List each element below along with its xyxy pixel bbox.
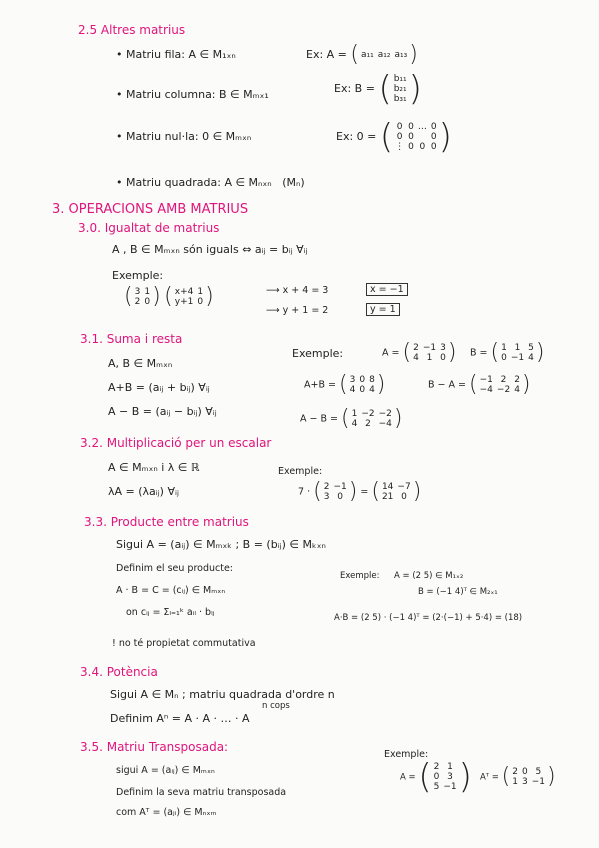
matrix-cell: 5 <box>535 767 542 777</box>
matrix-cell: −1 <box>531 777 545 787</box>
square-matrix-def: • Matriu quadrada: A ∈ Mₙₓₙ (Mₙ) <box>116 176 305 189</box>
equality-def: A , B ∈ Mₘₓₙ són iguals ⇔ aᵢⱼ = bᵢⱼ ∀ᵢⱼ <box>112 243 308 256</box>
matrix-cell: −4 <box>479 385 493 395</box>
matrix-cell: 2 <box>323 482 330 492</box>
matrix-cell: 2 <box>514 375 520 385</box>
matrix-cell: 0 <box>430 142 437 152</box>
matrix-cell: b₂₁ <box>393 84 407 94</box>
matrix-cell: 2 <box>512 767 518 777</box>
matrix-cell: 8 <box>369 375 375 385</box>
product-formula: A · B = C = (cᵢⱼ) ∈ Mₘₓₙ <box>116 585 226 596</box>
matrix-cell: 0 <box>359 385 366 395</box>
column-matrix-example: Ex: B = ( b₁₁ b₂₁ b₃₁ ) <box>334 69 422 109</box>
matrix-cell: 3 <box>521 777 528 787</box>
product-example-label: Exemple: <box>340 571 380 581</box>
sum-example-label: Exemple: <box>292 347 344 360</box>
matrix-cell: −2 <box>496 385 511 395</box>
matrix-cell: … <box>417 122 427 132</box>
section-3-2-title: 3.2. Multiplicació per un escalar <box>80 436 272 450</box>
product-example-B: B = (−1 4)ᵀ ∈ M₂ₓ₁ <box>418 587 498 597</box>
power-formula: Definim Aⁿ = A · A · … · A <box>110 712 250 725</box>
transpose-example-label: Exemple: <box>384 749 429 760</box>
section-3-1-title: 3.1. Suma i resta <box>80 332 183 346</box>
transpose-def: sigui A = (aᵢⱼ) ∈ Mₘₓₙ <box>116 765 215 776</box>
matrix-cell: 0 <box>359 375 366 385</box>
null-matrix-def: • Matriu nul·la: 0 ∈ Mₘₓₙ <box>116 130 252 143</box>
section-3-0-title: 3.0. Igualtat de matrius <box>78 221 220 235</box>
matrix-cell: 0 <box>144 297 151 307</box>
column-matrix-def: • Matriu columna: B ∈ Mₘₓ₁ <box>116 88 269 101</box>
matrix-cell: 4 <box>514 385 520 395</box>
section-2-5-title: 2.5 Altres matrius <box>78 23 186 37</box>
matrix-cell: 2 <box>500 375 507 385</box>
sum-matrix-BmA: B − A = ( −1 2 2 −4 −2 4 ) <box>428 372 531 397</box>
row-matrix-def: • Matriu fila: A ∈ M₁ₓₙ <box>116 48 236 61</box>
matrix-cell: 0 <box>396 122 403 132</box>
matrix-cell: y+1 <box>174 297 194 307</box>
transpose-line-3: com Aᵀ = (aⱼᵢ) ∈ Mₙₓₘ <box>116 807 217 818</box>
section-3-3-title: 3.3. Producte entre matrius <box>84 515 249 529</box>
matrix-cell: x+4 <box>174 287 194 297</box>
matrix-cell: 4 <box>413 353 419 363</box>
null-matrix-example: Ex: 0 = ( 0 0 … 0 0 0 0 ⋮ 0 0 0 ) <box>336 117 452 157</box>
matrix-cell: 2 <box>413 343 419 353</box>
matrix-cell: 21 <box>381 492 394 502</box>
matrix-cell: −2 <box>361 409 375 419</box>
matrix-cell: 14 <box>381 482 394 492</box>
section-3-title: 3. OPERACIONS AMB MATRIUS <box>52 202 249 217</box>
matrix-cell: b₃₁ <box>393 94 407 104</box>
matrix-cell: 5 <box>433 782 440 792</box>
matrix-cell <box>416 132 429 142</box>
product-example-A: A = (2 5) ∈ M₁ₓ₂ <box>394 571 464 581</box>
matrix-cell: 2 <box>433 762 440 772</box>
matrix-cell: 0 <box>440 353 446 363</box>
null-matrix: ( 0 0 … 0 0 0 0 ⋮ 0 0 0 ) <box>379 117 452 157</box>
matrix-cell: 4 <box>528 353 534 363</box>
matrix-cell: 0 <box>337 492 343 502</box>
transpose-line-2: Definim la seva matriu transposada <box>116 787 287 798</box>
matrix-cell: −7 <box>397 482 411 492</box>
product-warning: ! no té propietat commutativa <box>112 638 256 649</box>
scalar-example-label: Exemple: <box>278 466 323 477</box>
matrix-cell: 0 <box>401 492 407 502</box>
matrix-cell: 5 <box>528 343 534 353</box>
equality-matrix-2: ( x+4 1 y+1 0 ) <box>164 284 214 309</box>
matrix-cell: 4 <box>369 385 375 395</box>
matrix-cell: 0 <box>430 132 437 142</box>
matrix-cell: −1 <box>422 343 437 353</box>
matrix-cell: 0 <box>433 772 440 782</box>
matrix-cell: b₁₁ <box>393 74 407 84</box>
scalar-example: 7 · ( 2 −1 3 0 ) = ( 14 −7 21 0 ) <box>298 479 422 504</box>
matrix-cell: 4 <box>351 419 358 429</box>
matrix-cell: 3 <box>440 343 446 353</box>
sum-def: A, B ∈ Mₘₓₙ <box>108 357 173 370</box>
matrix-cell: 0 <box>408 132 414 142</box>
diff-formula: A − B = (aᵢⱼ − bᵢⱼ) ∀ᵢⱼ <box>108 405 217 418</box>
matrix-cell: 0 <box>396 132 403 142</box>
matrix-cell: 1 <box>144 287 151 297</box>
equality-eq-2: ⟶ y + 1 = 2 <box>266 305 329 316</box>
product-example-result: A·B = (2 5) · (−1 4)ᵀ = (2·(−1) + 5·4) = (18) <box>334 613 523 623</box>
matrix-cell: 0 <box>430 122 437 132</box>
matrix-cell: −1 <box>443 782 457 792</box>
sum-matrix-ApB: A+B = ( 3 0 8 4 0 4 ) <box>304 372 386 397</box>
section-3-4-title: 3.4. Potència <box>80 665 158 679</box>
matrix-cell: 0 <box>501 353 507 363</box>
row-matrix-example: Ex: A = ( a₁₁ a₁₂ a₁₃ ) <box>306 42 418 67</box>
equality-matrix-1: ( 3 1 2 0 ) <box>124 284 161 309</box>
product-element-formula: on cᵢⱼ = Σₗ₌₁ᵏ aᵢₗ · bₗⱼ <box>126 607 215 618</box>
matrix-cell: 0 <box>408 122 414 132</box>
sum-matrix-AmB: A − B = ( 1 −2 −2 4 2 −4 ) <box>300 406 403 431</box>
equality-result-1: x = −1 <box>366 283 408 296</box>
matrix-cell: −2 <box>378 409 392 419</box>
matrix-cell: −4 <box>378 419 392 429</box>
equality-matrices <box>124 286 214 308</box>
sum-matrix-B: B = ( 1 1 5 0 −1 4 ) <box>470 340 545 365</box>
equality-eq-1: ⟶ x + 4 = 3 <box>266 285 329 296</box>
matrix-cell: a₁₁ <box>361 50 374 60</box>
matrix-cell: 1 <box>426 353 433 363</box>
matrix-cell: 1 <box>351 409 358 419</box>
matrix-cell: 0 <box>419 142 426 152</box>
matrix-cell: 3 <box>349 375 356 385</box>
equality-result-2: y = 1 <box>366 303 400 316</box>
matrix-cell: 2 <box>134 297 141 307</box>
matrix-cell: a₁₃ <box>394 50 408 60</box>
product-intro: Definim el seu producte: <box>116 563 234 574</box>
matrix-cell: 1 <box>197 287 204 297</box>
matrix-cell: 4 <box>349 385 356 395</box>
scalar-formula: λA = (λaᵢⱼ) ∀ᵢⱼ <box>108 485 179 498</box>
matrix-cell: −1 <box>510 353 525 363</box>
sum-formula: A+B = (aᵢⱼ + bᵢⱼ) ∀ᵢⱼ <box>108 381 210 394</box>
matrix-cell: 3 <box>323 492 330 502</box>
matrix-cell: a₁₂ <box>377 50 391 60</box>
transpose-example: A = ( 2 1 0 3 5 −1 ) Aᵀ = ( 2 0 5 1 3 −1 ) <box>400 757 556 797</box>
section-3-5-title: 3.5. Matriu Transposada: <box>80 740 229 754</box>
scalar-def: A ∈ Mₘₓₙ i λ ∈ ℝ <box>108 461 200 474</box>
equality-example-label: Exemple: <box>112 269 164 282</box>
product-def: Sigui A = (aᵢⱼ) ∈ Mₘₓₖ ; B = (bᵢⱼ) ∈ Mₖₓₙ <box>116 538 326 551</box>
matrix-cell: 1 <box>501 343 507 353</box>
matrix-cell: 3 <box>447 772 453 782</box>
matrix-cell: 0 <box>197 297 204 307</box>
power-ncops: n cops <box>262 701 290 711</box>
matrix-cell: −1 <box>333 482 347 492</box>
matrix-cell: −1 <box>479 375 493 385</box>
matrix-cell: ⋮ <box>395 142 405 152</box>
matrix-cell: 0 <box>408 142 414 152</box>
power-def: Sigui A ∈ Mₙ ; matriu quadrada d'ordre n <box>110 688 335 701</box>
matrix-cell: 3 <box>134 287 141 297</box>
matrix-cell: 2 <box>365 419 371 429</box>
sum-matrix-A: A = ( 2 −1 3 4 1 0 ) <box>382 340 457 365</box>
matrix-cell: 0 <box>521 767 528 777</box>
matrix-cell: 1 <box>512 777 518 787</box>
matrix-cell: 1 <box>447 762 453 772</box>
matrix-cell: 1 <box>514 343 521 353</box>
row-matrix: ( a₁₁ a₁₂ a₁₃ ) <box>350 42 418 67</box>
column-matrix: ( b₁₁ b₂₁ b₃₁ ) <box>378 69 422 109</box>
